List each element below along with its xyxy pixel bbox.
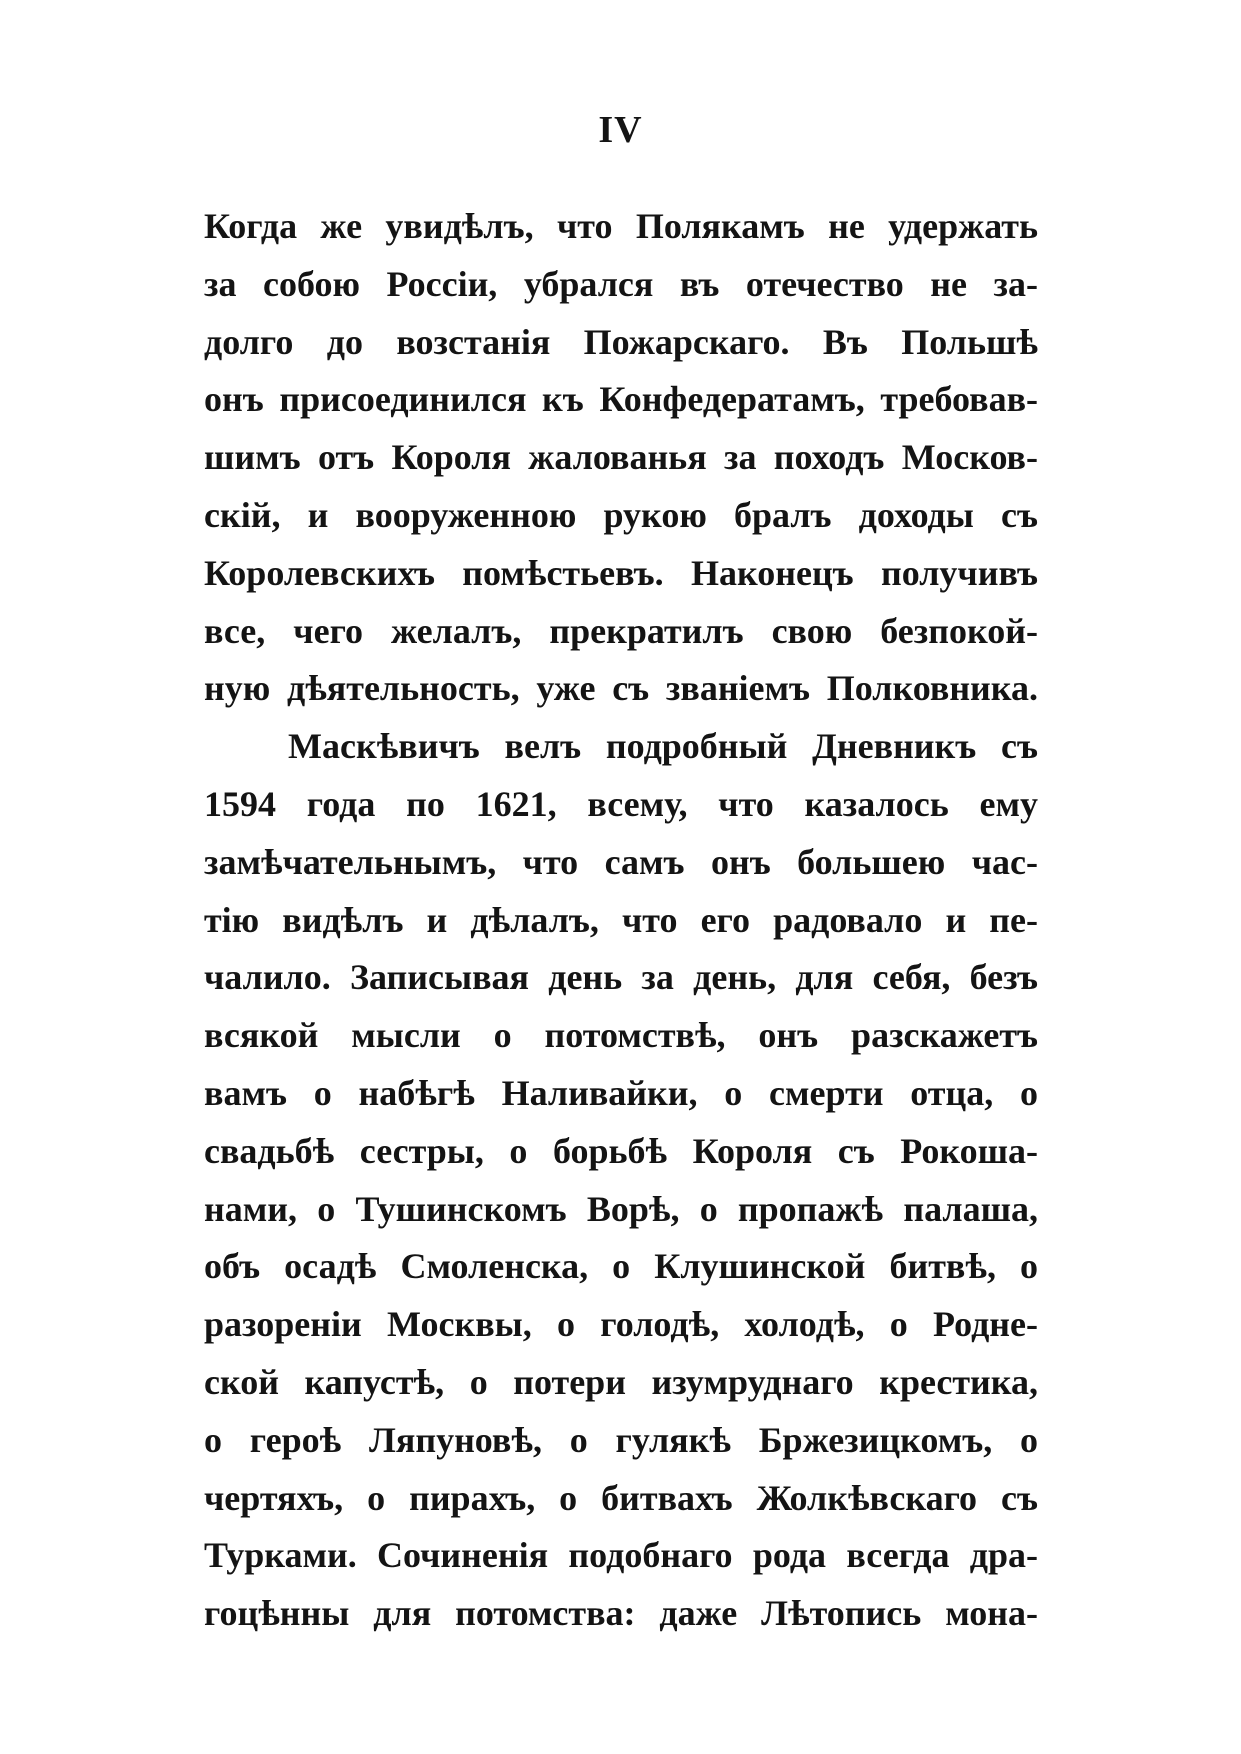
body-text bbox=[204, 198, 1038, 1643]
paragraph-start-line: Маскѣвичъ велъ подробный Дневникъ съ bbox=[288, 726, 1038, 767]
text-line: разореніи Москвы, о голодѣ, холодѣ, о Родне- bbox=[204, 1304, 1038, 1345]
text-line: скій, и вооруженною рукою бралъ доходы съ bbox=[204, 494, 1038, 535]
text-line: чалило. Записывая день за день, для себя, безъ bbox=[204, 957, 1038, 998]
text-line: нами, о Тушинскомъ Ворѣ, о пропажѣ палаша, bbox=[204, 1188, 1038, 1229]
text-line: чертяхъ, о пирахъ, о битвахъ Жолкѣвскаго съ bbox=[204, 1477, 1038, 1518]
text-line: Турками. Сочиненія подобнаго рода всегда дра- bbox=[204, 1535, 1038, 1576]
text-line: гоцѣнны для потомства: даже Лѣтопись мона- bbox=[204, 1593, 1038, 1634]
text-line: тію видѣлъ и дѣлалъ, что его радовало и пе- bbox=[204, 899, 1038, 940]
text-line: объ осадѣ Смоленска, о Клушинской битвѣ, о bbox=[204, 1246, 1038, 1287]
text-line: всякой мысли о потомствѣ, онъ разскажетъ bbox=[204, 1015, 1038, 1056]
text-line: Королевскихъ помѣстьевъ. Наконецъ получивъ bbox=[204, 552, 1038, 593]
text-line: вамъ о набѣгѣ Наливайки, о смерти отца, о bbox=[204, 1072, 1038, 1113]
page-number: IV bbox=[598, 109, 643, 151]
text-line: ную дѣятельность, уже съ званіемъ Полковника. bbox=[204, 668, 1038, 709]
text-line: онъ присоединился къ Конфедератамъ, требовав- bbox=[204, 379, 1038, 420]
text-line: Когда же увидѣлъ, что Полякамъ не удержать bbox=[204, 206, 1038, 246]
text-line: за собою Россіи, убрался въ отечество не за- bbox=[204, 263, 1038, 304]
text-line: свадьбѣ сестры, о борьбѣ Короля съ Рокоша- bbox=[204, 1130, 1038, 1171]
text-line: о героѣ Ляпуновѣ, о гулякѣ Бржезицкомъ, о bbox=[204, 1419, 1038, 1460]
text-line: 1594 года по 1621, всему, что казалось ему bbox=[204, 783, 1038, 824]
text-line: долго до возстанія Пожарскаго. Въ Польшѣ bbox=[204, 321, 1038, 362]
text-line: все, чего желалъ, прекратилъ свою безпокой- bbox=[204, 610, 1038, 651]
text-line: ской капустѣ, о потери изумруднаго крестика, bbox=[204, 1361, 1038, 1402]
text-line: замѣчательнымъ, что самъ онъ большею час- bbox=[204, 841, 1038, 882]
text-line: шимъ отъ Короля жалованья за походъ Москов- bbox=[204, 437, 1038, 478]
